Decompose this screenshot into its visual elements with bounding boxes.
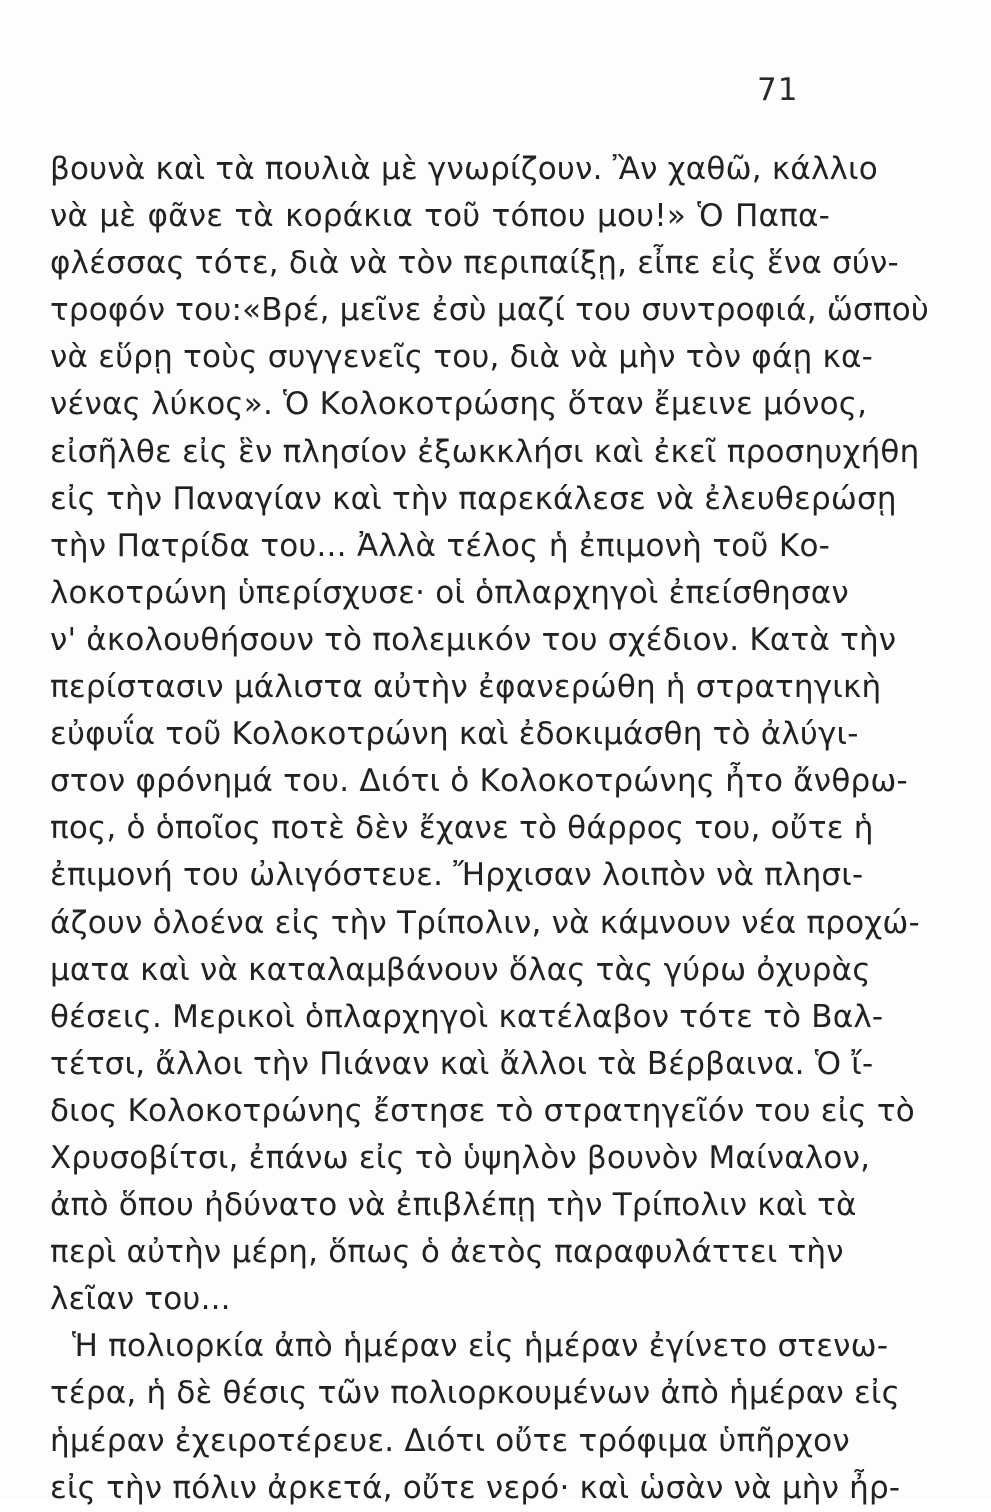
text-line: ἡμέραν ἐχειροτέρευε. Διότι οὔτε τρόφιμα ὑπῆρχον bbox=[50, 1422, 850, 1459]
text-line-paragraph-end: λεῖαν του... bbox=[50, 1281, 231, 1318]
text-line: τροφόν του:«Βρέ, μεῖνε ἐσὺ μαζί του συντροφιά, ὥσποὺ bbox=[50, 292, 930, 329]
text-line: εὐφυΐα τοῦ Κολοκοτρώνη καὶ ἐδοκιμάσθη τὸ ἀλύγι- bbox=[50, 716, 859, 753]
text-line: φλέσσας τότε, διὰ νὰ τὸν περιπαίξῃ, εἶπε εἰς ἕνα σύν- bbox=[50, 245, 899, 282]
text-line: ἀπὸ ὅπου ἠδύνατο νὰ ἐπιβλέπῃ τὴν Τρίπολιν καὶ τὰ bbox=[50, 1187, 857, 1224]
page-number: 71 bbox=[757, 72, 799, 108]
text-line: εἰς τὴν Παναγίαν καὶ τὴν παρεκάλεσε νὰ ἐλευθερώσῃ bbox=[50, 480, 897, 517]
text-line-paragraph-start: Ἡ πολιορκία ἀπὸ ἡμέραν εἰς ἡμέραν ἐγίνετο στενω- bbox=[72, 1328, 889, 1365]
text-line: λοκοτρώνη ὑπερίσχυσε· οἱ ὁπλαρχηγοὶ ἐπείσθησαν bbox=[50, 574, 849, 611]
text-line: τέρα, ἡ δὲ θέσις τῶν πολιορκουμένων ἀπὸ ἡμέραν εἰς bbox=[50, 1375, 900, 1412]
text-line: ματα καὶ νὰ καταλαμβάνουν ὅλας τὰς γύρω ὀχυρὰς bbox=[50, 951, 871, 988]
text-line: νὰ μὲ φᾶνε τὰ κοράκια τοῦ τόπου μου!» Ὁ Παπα- bbox=[50, 198, 830, 235]
text-line: πος, ὁ ὁποῖος ποτὲ δὲν ἔχανε τὸ θάρρος του, οὔτε ἡ bbox=[50, 810, 874, 847]
text-line: νένας λύκος». Ὁ Κολοκοτρώσης ὅταν ἔμεινε μόνος, bbox=[50, 386, 868, 423]
text-line: Χρυσοβίτσι, ἐπάνω εἰς τὸ ὑψηλὸν βουνὸν Μαίναλον, bbox=[50, 1139, 871, 1176]
text-line: νὰ εὕρῃ τοὺς συγγενεῖς του, διὰ νὰ μὴν τὸν φάῃ κα- bbox=[50, 339, 873, 376]
text-line: τὴν Πατρίδα του... Ἀλλὰ τέλος ἡ ἐπιμονὴ τοῦ Κο- bbox=[50, 527, 830, 564]
body-text bbox=[50, 146, 930, 1512]
text-line: θέσεις. Μερικοὶ ὁπλαρχηγοὶ κατέλαβον τότε τὸ Βαλ- bbox=[50, 998, 884, 1035]
text-line: τέτσι, ἄλλοι τὴν Πιάναν καὶ ἄλλοι τὰ Βέρβαινα. Ὁ ἴ- bbox=[50, 1045, 874, 1082]
text-line: περὶ αὐτὴν μέρη, ὅπως ὁ ἀετὸς παραφυλάττει τὴν bbox=[50, 1234, 844, 1271]
text-line: εἰς τὴν πόλιν ἀρκετά, οὔτε νερό· καὶ ὡσὰν νὰ μὴν ἦρ- bbox=[50, 1469, 901, 1506]
text-line: εἰσῆλθε εἰς ἓν πλησίον ἐξωκκλήσι καὶ ἐκεῖ προσηυχήθη bbox=[50, 433, 920, 470]
text-line: βουνὰ καὶ τὰ πουλιὰ μὲ γνωρίζουν. Ἂν χαθῶ, κάλλιο bbox=[50, 151, 878, 187]
text-line: ἐπιμονή του ὠλιγόστευε. Ἤρχισαν λοιπὸν νὰ πλησι- bbox=[50, 857, 864, 894]
text-line: στον φρόνημά του. Διότι ὁ Κολοκοτρώνης ἦτο ἄνθρω- bbox=[50, 763, 908, 800]
text-line: άζουν ὁλοένα εἰς τὴν Τρίπολιν, νὰ κάμνουν νέα προχώ- bbox=[50, 904, 920, 941]
text-line: ν' ἀκολουθήσουν τὸ πολεμικόν του σχέδιον. Κατὰ τὴν bbox=[50, 621, 897, 658]
text-line: περίστασιν μάλιστα αὐτὴν ἐφανερώθη ἡ στρατηγικὴ bbox=[50, 669, 882, 706]
text-line: διος Κολοκοτρώνης ἔστησε τὸ στρατηγεῖόν του εἰς τὸ bbox=[50, 1092, 915, 1129]
